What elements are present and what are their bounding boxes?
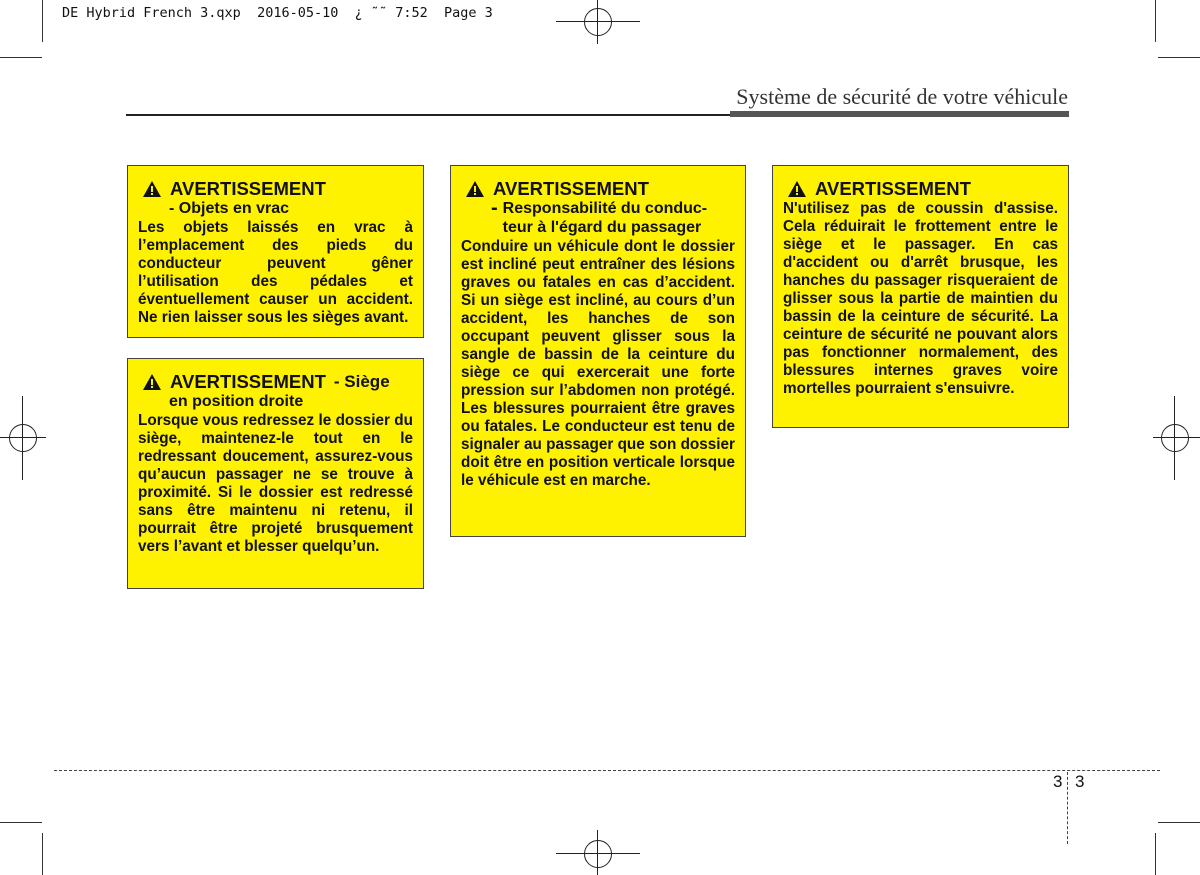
warning-triangle-icon: [787, 180, 807, 198]
crop-mark: [0, 822, 42, 823]
warning-subtitle: [491, 199, 735, 237]
crop-mark: [1158, 822, 1200, 823]
warning-heading: [465, 178, 735, 199]
section-number: 3: [1053, 772, 1063, 791]
header-rule: [126, 114, 730, 116]
crop-mark: [0, 57, 42, 58]
warning-heading: [142, 178, 413, 199]
warning-title: AVERTISSEMENT: [170, 178, 326, 199]
page-title: Système de sécurité de votre véhicule: [736, 84, 1068, 109]
warning-heading: [142, 371, 413, 392]
warning-body: Lorsque vous redressez le dossier du siège, maintenez-le tout en le redressant doucement, assurez-vous qu’aucun passager ne se trouve à proximité. Si le dossier est redressé sans être maintenu ni retenu, il pourrait être projeté brusquement vers l’avant et blesser quelqu’un.: [138, 412, 413, 555]
warning-subtitle-text: Responsabilité du conduc-teur à l'égard du passager: [502, 200, 708, 236]
subtitle-dash: -: [491, 197, 498, 219]
warning-triangle-icon: [142, 373, 162, 391]
warning-title: AVERTISSEMENT: [493, 178, 649, 199]
warning-box-driver-responsibility: [450, 165, 746, 537]
warning-title: AVERTISSEMENT: [815, 178, 971, 199]
warning-body: N'utilisez pas de coussin d'assise. Cela réduirait le frottement entre le siège et le passager. En cas d'accident ou d'arrêt brusque, les hanches du passager risqueraient de glisser sous la partie de maintien du bassin de la ceinture de sécurité. La ceinture de sécurité ne pouvant alors pas fonctionner normalement, des blessures internes graves voire mortelles pourraient s'ensuivre.: [783, 200, 1058, 397]
warning-body: Les objets laissés en vrac à l’emplacement des pieds du conducteur peuvent gêner l’utilisation des pédales et éventuellement causer un accident. Ne rien laisser sous les sièges avant.: [138, 219, 413, 326]
warning-box-seat-upright: [127, 358, 424, 589]
warning-body: Conduire un véhicule dont le dossier est incliné peut entraîner des lésions graves ou fatales en cas d’accident. Si un siège est incliné, au cours d’un accident, les hanches de son occupant peuvent glisser sous la sangle de bassin de la ceinture du siège ce qui exercerait une forte pression sur l’abdomen non protégé. Les blessures pourraient être graves ou fatales. Le conducteur est tenu de signaler au passager que son dossier doit être en position verticale lorsque le véhicule est en marche.: [461, 238, 735, 489]
footer-rule: [54, 770, 1160, 771]
warning-title-suffix: - Siège: [333, 372, 390, 391]
warning-box-loose-objects: [127, 165, 424, 338]
warning-box-seat-cushion: [772, 165, 1069, 428]
warning-triangle-icon: [465, 180, 485, 198]
print-slug: DE Hybrid French 3.qxp 2016-05-10 ¿ ˜˜ 7:52 Page 3: [62, 5, 493, 21]
crop-mark: [42, 0, 43, 42]
crop-mark: [1155, 833, 1156, 875]
warning-subtitle: en position droite: [169, 393, 304, 410]
warning-triangle-icon: [142, 180, 162, 198]
warning-heading: [787, 178, 1058, 199]
crop-mark: [1155, 0, 1156, 42]
page-number-divider: [1067, 772, 1068, 844]
warning-subtitle: - Objets en vrac: [169, 200, 290, 217]
page-number: 3: [1075, 772, 1085, 791]
warning-title: AVERTISSEMENT: [170, 371, 326, 392]
crop-mark: [1158, 57, 1200, 58]
crop-mark: [42, 833, 43, 875]
header-rule-accent: [730, 111, 1069, 117]
